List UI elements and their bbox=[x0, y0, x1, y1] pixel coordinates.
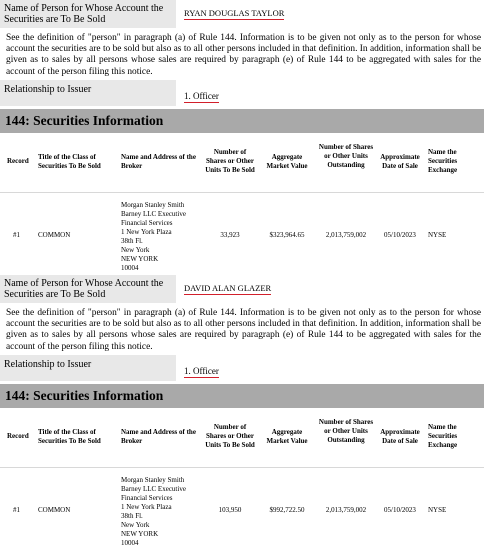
person-label: Name of Person for Whose Account the Securities are To Be Sold bbox=[0, 0, 176, 28]
cell-exchange: NYSE bbox=[428, 231, 447, 239]
seller-block-2 bbox=[0, 275, 484, 550]
cell-exchange: NYSE bbox=[428, 506, 447, 514]
broker-line: NEW YORK bbox=[121, 530, 159, 538]
section-title: 144: Securities Information bbox=[0, 384, 484, 408]
relationship-label: Relationship to Issuer bbox=[0, 355, 176, 381]
col-record: Record bbox=[7, 157, 29, 165]
col-broker: Name and Address of the Broker bbox=[121, 428, 196, 445]
securities-table-header bbox=[0, 409, 484, 467]
person-name: RYAN DOUGLAS TAYLOR bbox=[184, 8, 285, 18]
broker-line: 10004 bbox=[121, 264, 139, 272]
cell-title-class: COMMON bbox=[38, 231, 71, 239]
cell-record: #1 bbox=[13, 231, 20, 239]
person-name: DAVID ALAN GLAZER bbox=[184, 283, 272, 293]
col-outstanding: Number of Shares or Other Units Outstanding bbox=[318, 143, 374, 169]
col-broker: Name and Address of the Broker bbox=[121, 153, 196, 170]
relationship-row bbox=[0, 355, 484, 381]
person-row bbox=[0, 275, 484, 303]
broker-line: Barney LLC Executive bbox=[121, 485, 186, 493]
col-outstanding: Number of Shares or Other Units Outstanding bbox=[318, 418, 374, 444]
col-record: Record bbox=[7, 432, 29, 440]
cell-market-value: $323,964.65 bbox=[269, 231, 305, 239]
broker-line: NEW YORK bbox=[121, 255, 159, 263]
col-sale-date: Approximate Date of Sale bbox=[380, 153, 420, 170]
cell-title-class: COMMON bbox=[38, 506, 71, 514]
broker-line: New York bbox=[121, 521, 150, 529]
relationship-value: 1. Officer bbox=[184, 366, 219, 376]
relationship-field[interactable] bbox=[176, 80, 484, 106]
person-row bbox=[0, 0, 484, 28]
broker-line: 38th Fl. bbox=[121, 237, 143, 245]
relationship-field[interactable] bbox=[176, 355, 484, 381]
broker-line: Morgan Stanley Smith bbox=[121, 476, 185, 484]
col-exchange: Name the Securities Exchange bbox=[428, 148, 458, 174]
col-market-value: Aggregate Market Value bbox=[266, 153, 308, 170]
broker-line: Financial Services bbox=[121, 494, 173, 502]
person-definition-text: See the definition of "person" in paragraph (a) of Rule 144. Information is to be given not only as to the person for whose account the securities are to be sold but also as to all other persons included in that definition. In addition, information shall be given as to sales by all persons whose sales are required by paragraph (e) of Rule 144 to be aggregated with sales for the account of the person filing this notice. bbox=[6, 33, 481, 77]
relationship-label: Relationship to Issuer bbox=[0, 80, 176, 106]
person-name-field[interactable] bbox=[176, 0, 484, 28]
col-units: Number of Shares or Other Units To Be Sold bbox=[205, 148, 255, 174]
relationship-value: 1. Officer bbox=[184, 91, 219, 101]
table-row bbox=[0, 467, 484, 550]
broker-line: 10004 bbox=[121, 539, 139, 547]
broker-line: 1 New York Plaza bbox=[121, 228, 172, 236]
cell-units: 103,950 bbox=[218, 506, 242, 514]
cell-record: #1 bbox=[13, 506, 20, 514]
col-units: Number of Shares or Other Units To Be Sold bbox=[205, 423, 255, 449]
cell-outstanding: 2,013,759,002 bbox=[325, 506, 367, 514]
person-name-field[interactable] bbox=[176, 275, 484, 303]
broker-line: 1 New York Plaza bbox=[121, 503, 172, 511]
broker-line: 38th Fl. bbox=[121, 512, 143, 520]
broker-line: Barney LLC Executive bbox=[121, 210, 186, 218]
cell-units: 33,923 bbox=[220, 231, 240, 239]
broker-line: Morgan Stanley Smith bbox=[121, 201, 185, 209]
col-title-class: Title of the Class of Securities To Be Sold bbox=[38, 428, 101, 445]
broker-line: New York bbox=[121, 246, 150, 254]
cell-broker bbox=[121, 201, 203, 273]
section-title: 144: Securities Information bbox=[0, 109, 484, 133]
col-exchange: Name the Securities Exchange bbox=[428, 423, 458, 449]
cell-market-value: $992,722.50 bbox=[269, 506, 305, 514]
cell-sale-date: 05/10/2023 bbox=[384, 231, 416, 239]
cell-broker bbox=[121, 476, 203, 548]
person-label: Name of Person for Whose Account the Securities are To Be Sold bbox=[0, 275, 176, 303]
col-market-value: Aggregate Market Value bbox=[266, 428, 308, 445]
table-row bbox=[0, 192, 484, 275]
cell-sale-date: 05/10/2023 bbox=[384, 506, 416, 514]
relationship-row bbox=[0, 80, 484, 106]
cell-outstanding: 2,013,759,002 bbox=[325, 231, 367, 239]
col-sale-date: Approximate Date of Sale bbox=[380, 428, 420, 445]
broker-line: Financial Services bbox=[121, 219, 173, 227]
col-title-class: Title of the Class of Securities To Be Sold bbox=[38, 153, 101, 170]
securities-table-header bbox=[0, 134, 484, 192]
person-definition-text: See the definition of "person" in paragraph (a) of Rule 144. Information is to be given not only as to the person for whose account the securities are to be sold but also as to all other persons included in that definition. In addition, information shall be given as to sales by all persons whose sales are required by paragraph (e) of Rule 144 to be aggregated with sales for the account of the person filing this notice. bbox=[6, 308, 481, 352]
